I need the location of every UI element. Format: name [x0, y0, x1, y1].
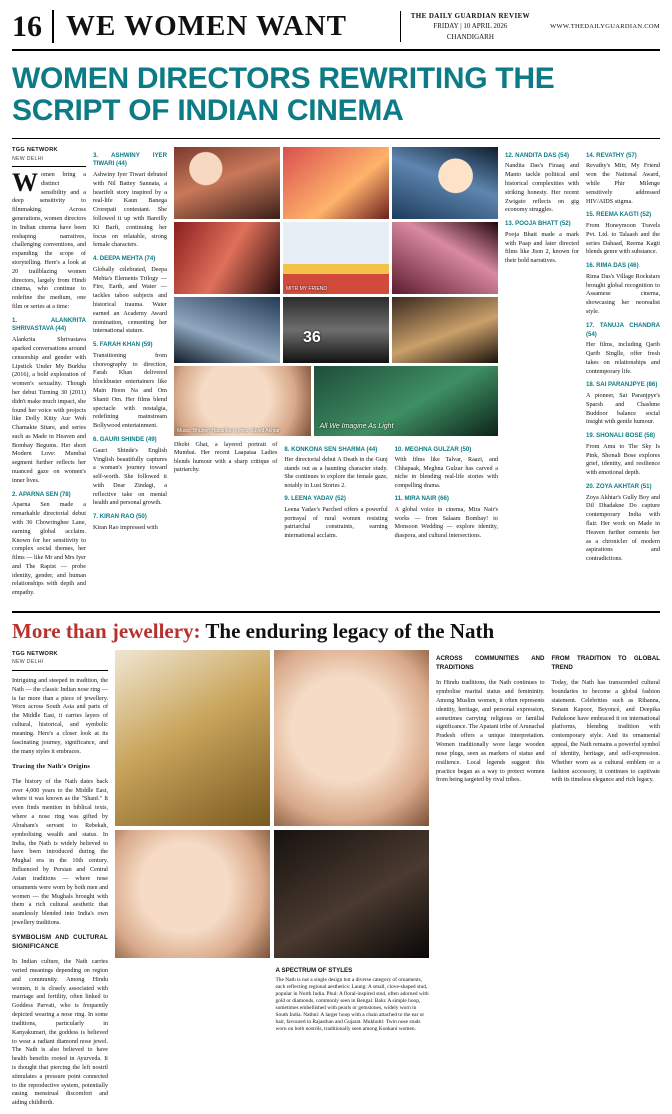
entry-body-8-wrap	[284, 441, 387, 540]
story1-caption-row	[174, 441, 498, 540]
entry-title-18: 18. SAI PARANJPYE (86)	[586, 381, 658, 389]
story2-intro: Intriguing and steeped in tradition, the Nath — the classic Indian nose ring — is far more than a piece of jewellery. Worn across South Asia and parts of the Middle East, it carries layers of cultural, historical, and symbolic meaning. Here's a closer look at its fascinating journey, significance, and the many styles it embraces.	[12, 677, 108, 755]
photo-ashwiny-iyer-tiwari	[174, 222, 280, 294]
photo-all-we-imagine-as-light	[314, 366, 498, 436]
section-title: WE WOMEN WANT	[66, 10, 348, 42]
story2-body	[12, 650, 660, 1114]
story-separator	[12, 611, 660, 613]
story2-lower-text-row	[115, 962, 429, 1033]
entry-title-14: 14. REVATHY (57)	[586, 151, 637, 159]
entry-title-7: 7. KIRAN RAO (50)	[93, 513, 147, 521]
story1-photo-grid	[174, 147, 498, 363]
story2-section-body-1: The history of the Nath dates back over 4,000 years to the Middle East, where it was known as the "Shanf." It even finds mention in biblical texts, where a nose ring was gifted by Abraham's servant to Rebekah, symbolising wealth and status. In India, the Nath is widely believed to have been introduced during the Mughal era in the 16th century. Influenced by Persian and Central Asian traditions — where nose ornaments were worn by both men and women — the Mughals brought with them a rich cultural aesthetic that seamlessly blended into India's own jewellery traditions.	[12, 778, 108, 927]
entry-body-3: Ashwiny Iyer Tiwari debuted with Nil Battey Sannata, a heartfelt story inspired by a real-life Kaun Banega Crorepati contestant. She followed it up with Bareilly Ki Barfi, continuing her focus on relatable, strong female characters.	[93, 171, 167, 249]
entry-body-12: Nandita Das's Firaaq and Manto tackle political and historical complexities with striking honesty. Her recent Zwigato reflects on gig economy struggles.	[505, 162, 579, 214]
entry-body-10: With films like Talvar, Raazi, and Chhapaak, Meghna Gulzar has carved a niche in blending real-life stories with compelling drama.	[394, 457, 498, 489]
entry-title-16: 16. RIMA DAS (46)	[586, 262, 639, 270]
entry-body-17: Her films, including Qarib Qarib Singlle, offer fresh takes on relationships and contemporary life.	[586, 341, 660, 375]
story2-section-body-5: Today, the Nath has transcended cultural boundaries to become a global fashion statement. Celebrities such as Rihanna, Sonam Kapoor, Beyoncé, and Deepika Padukone have embraced it on international platforms, blending tradition with contemporary style. And its ornamental appeal, the Nath remains a powerful symbol of identity, heritage, and self-expression. Whether worn as a cultural emblem or a fashion accessory, it continues to captivate with its timeless elegance and rich legacy.	[551, 680, 660, 784]
story2-column-1	[12, 650, 108, 1114]
story2-section-title-3: A SPECTRUM OF STYLES	[275, 967, 353, 975]
story2-section-title-5: FROM TRADITION TO GLOBAL TREND	[551, 655, 660, 672]
story1-column-1	[12, 147, 86, 602]
entry-title-3: 3. ASHWINY IYER TIWARI (44)	[93, 151, 167, 168]
entry-title-5: 5. FARAH KHAN (59)	[93, 341, 153, 349]
entry-title-4: 4. DEEPA MEHTA (74)	[93, 255, 156, 263]
story1-body	[12, 147, 660, 602]
story2-headline-rest: The enduring legacy of the Nath	[200, 619, 495, 644]
entry-body-5: Transitioning from choreography to direction, Farah Khan delivered blockbuster entertainers like Main Hoon Na and Om Shanti Om. Her films blend spectacle with nostalgia, redefining mainstream Bollywood entertainment.	[93, 351, 167, 430]
masthead-divider	[52, 10, 54, 43]
story2-headline-lead: More than jewellery:	[12, 619, 201, 644]
entry-title-9: 9. LEENA YADAV (52)	[284, 495, 346, 503]
photo-alankrita-shrivastava	[174, 147, 280, 219]
story1-column-2	[93, 147, 167, 602]
entry-title-11: 11. MIRA NAIR (66)	[394, 495, 449, 503]
entry-body-18: A pioneer, Sai Paranjpye's Sparsh and Chashme Buddoor balance social insight with gentle humour.	[586, 391, 660, 426]
byline-rule	[12, 166, 86, 167]
story2-byline-location: NEW DELHI	[12, 659, 44, 666]
entry-body-20: Zoya Akhtar's Gully Boy and Dil Dhadakne Do capture contemporary India with flair. Her work on Made in Heaven further cements her as a chronicler of modern aspirations and contradictions.	[586, 493, 660, 563]
story2-section-body-4: In Hindu traditions, the Nath continues to symbolise marital status and femininity. Among Muslim women, it often represents identity, heritage, and personal expression, sometimes carrying religious or familial significance. The Apatani tribe of Arunachal Pradesh offers a unique interpretation. Women traditionally wore large wooden nose plugs, seen as markers of status and resilience. Local legends suggest this practice began as a way to protect women from being targeted by rival tribes.	[436, 680, 545, 784]
story1-column-5	[505, 147, 579, 602]
story2-byline: TGG NETWORK NEW DELHI	[12, 650, 108, 667]
photo-director-group	[283, 147, 389, 219]
poster-label-mitr: MITR MY FRIEND	[286, 285, 328, 292]
story2-section-title-3-wrap	[276, 962, 430, 1033]
story2-section-title-4: ACROSS COMMUNITIES AND TRADITIONS	[436, 655, 545, 672]
story2-section-title-2: SYMBOLISM AND CULTURAL SIGNIFICANCE	[12, 934, 108, 950]
entry-title-1: 1. ALANKRITA SHRIVASTAVA (44)	[12, 316, 86, 333]
publication-edition: CHANDIGARH	[446, 32, 494, 41]
entry-body-15: From Honeymoon Travels Pvt. Ltd. to Talaash and the series Dahaad, Reema Kagti blends genre with substance.	[586, 222, 660, 256]
entry-body-19: From Amu to The Sky Is Pink, Shonali Bose explores grief, identity, and resilience with emotional depth.	[586, 442, 660, 477]
photo-mitr-my-friend-poster	[283, 222, 389, 294]
photo-deepa-mehta	[392, 222, 498, 294]
page-number: 16	[12, 9, 42, 43]
story2-headline	[12, 620, 660, 643]
story2-section-title-1: Tracing the Nath's Origins	[12, 763, 91, 771]
entry-body-14: Revathy's Mitr, My Friend won the National Award, while Phir Milenge sensitively addressed HIV/AIDS stigma.	[586, 162, 660, 205]
entry-title-10: 10. MEGHNA GULZAR (50)	[394, 445, 472, 453]
story1-caption-left: Dhobi Ghat, a layered portrait of Mumbai. Her recent Laapataa Ladies blends humour with a sharp critique of patriarchy.	[174, 441, 278, 474]
entry-body-10-wrap	[395, 441, 498, 540]
entry-title-17: 17. TANUJA CHANDRA (54)	[586, 321, 660, 338]
story1-column-6	[586, 147, 660, 602]
photo-gold-nath-hoop-set	[274, 830, 429, 958]
headline-rule	[12, 138, 660, 139]
poster-label-36: 36	[303, 328, 321, 346]
entry-body-4: Globally celebrated, Deepa Mehta's Elements Trilogy — Fire, Earth, and Water — tackles taboo subjects and historical trauma. Water earned an Academy Award nomination, cementing her international stature.	[93, 265, 167, 335]
entry-body-16: Rima Das's Village Rockstars brought global recognition to Assamese cinema, showcasing her neorealist style.	[586, 272, 660, 316]
photo-nath-gold-collection	[115, 650, 270, 826]
story2-right-columns	[436, 650, 660, 1114]
entry-title-8: 8. KONKONA SEN SHARMA (44)	[284, 445, 378, 453]
entry-body-13: Pooja Bhatt made a mark with Paap and later directed films like Jism 2, known for their bold narratives.	[505, 230, 579, 265]
entry-body-6: Gauri Shinde's English Vinglish beautifully captures a woman's journey toward self-worth. She followed it with Dear Zindagi, a reflective take on mental health and personal growth.	[93, 446, 167, 507]
story2-section-body-3: The Nath is not a single design but a diverse category of ornaments, each reflecting regional aesthetics: Laung: A small, clove-shaped stud, popular in North India. Phul: A floral-inspired stud, often adorned with gold or diamonds, commonly seen in Bengal. Balu: A simple hoop, sometimes embellished with pearls or gemstones, widely worn in South India. Nathni: A larger hoop with a chain attached to the ear or hair, favoured in Rajasthan and Gujarat. Mukhutti: Twin nose studs worn on both nostrils, traditionally seen among Konkani women.	[275, 977, 429, 1033]
masthead-publication-block	[400, 11, 540, 41]
photo-gauri-shinde	[392, 297, 498, 363]
entry-title-12: 12. NANDITA DAS (54)	[505, 151, 569, 159]
photo-aparna-sen	[392, 147, 498, 219]
entry-title-20: 20. ZOYA AKHTAR (51)	[586, 482, 652, 490]
masthead	[12, 10, 660, 51]
story1-photo-grid-lower	[174, 366, 498, 436]
photo-close-up-nose-stud	[115, 830, 270, 958]
website-url[interactable]: WWW.THEDAILYGUARDIAN.COM	[550, 23, 660, 30]
photo-farah-khan	[174, 297, 280, 363]
photo-darmiyaan-poster	[174, 366, 311, 436]
story1-photo-block	[174, 147, 498, 602]
publication-name: THE DAILY GUARDIAN REVIEW	[410, 12, 531, 21]
entry-title-13: 13. POOJA BHATT (52)	[505, 220, 571, 228]
story2-photo-grid-bottom	[115, 830, 429, 958]
still-label-all-we-imagine: All We Imagine As Light	[319, 422, 394, 430]
entry-title-15: 15. REEMA KAGTI (52)	[586, 211, 652, 219]
poster-label-darmiyaan: Music: Bhupen Hazarika | Lyrics: Javed Akhtar	[177, 427, 280, 434]
story2-column-4	[436, 650, 545, 1114]
story1-headline: WOMEN DIRECTORS REWRITING THE SCRIPT OF INDIAN CINEMA	[12, 62, 555, 128]
entry-title-19: 19. SHONALI BOSE (58)	[586, 432, 656, 440]
entry-title-6: 6. GAURI SHINDE (49)	[93, 436, 157, 444]
entry-body-11: A global voice in cinema, Mira Nair's works — from Salaam Bombay! to Monsoon Wedding — explore identity, diaspora, and cultural intersections.	[394, 506, 498, 539]
entry-body-2: Aparna Sen made a remarkable directorial debut with 36 Chowringhee Lane, earning global acclaim. Known for her sensitivity to complex social themes, her films — like Mr and Mrs Iyer and The Rapist — probe identity, gender, and human relationships with depth and empathy.	[12, 501, 86, 597]
photo-36-chowringhee-lane-poster	[283, 297, 389, 363]
story2-byline-rule	[12, 670, 108, 671]
entry-body-7: Kiran Rao impressed with	[93, 523, 158, 531]
story1-byline-location: NEW DELHI	[12, 155, 44, 162]
story2-column-5	[552, 650, 661, 1114]
photo-bridal-portrait-with-nath	[274, 650, 429, 826]
story2-section-body-2: In Indian culture, the Nath carries varied meanings depending on region and community. Among Hindu women, it is closely associated with marriage and fertility, often linked to Goddess Parvati, who is frequently depicted wearing a nose ring. In some traditions, particularly in Kanyakumari, the goddess is believed to wear a radiant diamond nose jewel. The Nath is also believed to have health benefits rooted in Ayurveda. It is thought that piercing the left nostril stimulates a pressure point connected to the reproductive system, potentially easing menstrual discomfort and aiding childbirth.	[12, 959, 108, 1107]
entry-body-8: Her directorial debut A Death in the Gunj stands out as a haunting character study. She continues to explore the female gaze, notably in Lust Stories 2.	[284, 457, 388, 489]
story2-section-2-continued	[115, 962, 269, 1033]
story2-photo-grid-top	[115, 650, 429, 826]
story1-byline: TGG NETWORK NEW DELHI	[12, 147, 86, 163]
entry-title-2: 2. APARNA SEN (78)	[12, 490, 71, 498]
publication-date: FRIDAY | 10 APRIL 2026	[433, 22, 508, 31]
entry-body-1: Alankrita Shrivastava sparked conversations around censorship and gender with Lipstick Under My Burkha (2016), a bold exploration of women's sexuality. Though her debut Turning 30 (2011) didn't make much impact, she found her voice with projects like Dolly Kitty Aur Woh Chamakte Sitare, and series such as Made in Heaven and Bombay Begums. Her short Modern Love: Mumbai segment further reflects her nuanced gaze on women's inner lives.	[12, 336, 86, 484]
entry-body-9: Leena Yadav's Parched offers a powerful portrayal of rural women resisting patriarchal constraints, earning international acclaim.	[284, 506, 388, 539]
story2-photo-block	[115, 650, 429, 1114]
story1-intro: Women bring a distinct sensibility and a deep sensitivity to filmmaking. Across generations, women directors in Indian cinema have been reshaping narratives, challenging conventions, and expanding the scope of storytelling. Here's a look at 20 trailblazing women directors, largely from Hindi cinema, who continue to redefine the medium, one film or series at a time:	[12, 168, 86, 311]
